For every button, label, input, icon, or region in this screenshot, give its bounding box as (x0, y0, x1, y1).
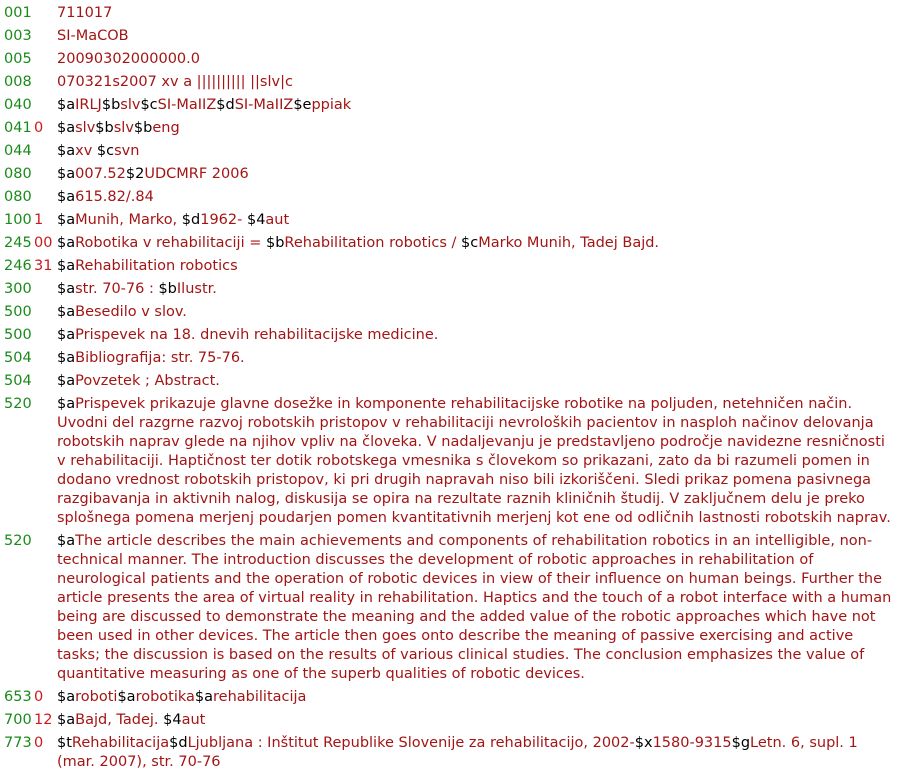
subfield-text: Bajd, Tadej. (75, 712, 164, 728)
subfield-code: $c (461, 235, 479, 251)
subfield-code: $b (265, 235, 285, 251)
subfield-code: $4 (246, 212, 266, 228)
field-tag: 003 (4, 28, 32, 44)
field-content (57, 395, 898, 528)
field-content (57, 73, 898, 92)
subfield-text: xv (75, 143, 97, 159)
subfield-text: IRLJ (75, 97, 102, 113)
subfield-text: str. 70-76 : (75, 281, 159, 297)
subfield-text: slv (75, 120, 96, 136)
subfield-code: $a (57, 258, 76, 274)
field-content (57, 372, 898, 391)
subfield-code: $d (216, 97, 235, 113)
field-content (57, 280, 898, 299)
field-content (57, 734, 898, 772)
field-tag: 041 (4, 120, 32, 136)
field-tag: 500 (4, 327, 32, 343)
field-content (57, 532, 898, 684)
subfield-code: $b (158, 281, 177, 297)
subfield-code: $a (57, 97, 76, 113)
field-content (57, 234, 898, 253)
subfield-code: $a (57, 235, 76, 251)
field-tag: 008 (4, 74, 32, 90)
subfield-code: $g (731, 735, 751, 751)
subfield-text: Prispevek na 18. dnevih rehabilitacijske medicine. (75, 327, 439, 343)
field-tag: 773 (4, 735, 32, 751)
subfield-code: $d (169, 735, 188, 751)
subfield-code: $d (181, 212, 201, 228)
subfield-code: $a (57, 189, 76, 205)
subfield-text: Povzetek ; Abstract. (75, 373, 220, 389)
subfield-code: $a (57, 166, 76, 182)
field-tag: 040 (4, 97, 32, 113)
subfield-code: $a (57, 373, 76, 389)
field-content (57, 257, 898, 276)
field-tag: 700 (4, 712, 32, 728)
field-tag: 500 (4, 304, 32, 320)
subfield-text: Rehabilitation robotics / (284, 235, 462, 251)
subfield-code: $a (57, 327, 76, 343)
field-indicators: 1 (34, 212, 44, 228)
field-content (57, 142, 898, 161)
subfield-code: $a (57, 212, 76, 228)
subfield-code: $a (194, 689, 214, 705)
subfield-code: $b (101, 97, 121, 113)
subfield-text: slv (113, 120, 134, 136)
subfield-code: $a (57, 712, 76, 728)
field-value: 20090302000000.0 (57, 51, 200, 67)
field-indicators: 0 (34, 689, 44, 705)
field-content (57, 303, 898, 322)
subfield-code: $x (634, 735, 653, 751)
subfield-code: $a (57, 120, 76, 136)
subfield-text: ppiak (311, 97, 352, 113)
subfield-text: rehabilitacija (213, 689, 307, 705)
field-tag: 005 (4, 51, 32, 67)
subfield-code: $a (57, 304, 76, 320)
subfield-code: $a (57, 689, 76, 705)
field-indicators: 0 (34, 735, 44, 751)
field-tag: 520 (4, 396, 32, 412)
subfield-text: SI-MaIIZ (234, 97, 294, 113)
subfield-code: $2 (125, 166, 145, 182)
subfield-text: UDCMRF 2006 (144, 166, 249, 182)
field-tag: 001 (4, 5, 32, 21)
field-content (57, 119, 898, 138)
subfield-code: $a (117, 689, 136, 705)
field-tag: 044 (4, 143, 32, 159)
field-content (57, 4, 898, 23)
field-indicators: 31 (34, 258, 53, 274)
field-tag: 100 (4, 212, 32, 228)
subfield-text: Marko Munih, Tadej Bajd. (478, 235, 660, 251)
subfield-text: Letn. 6, supl. 1 (mar. 2007), str. 70-76 (57, 735, 863, 770)
subfield-text: Munih, Marko, (75, 212, 182, 228)
subfield-text: Prispevek prikazuje glavne dosežke in komponente rehabilitacijske robotike na poljuden, netehničen način. Uvodni del razgrne razvoj robotskih pristopov v rehabilitaciji nevroloških pacientov in nasploh načinov delovanja robotskih naprav glede na njihov vpliv na človeka. V nadaljevanju je predstavljeno področje navidezne resničnosti v rehabilitaciji. Haptičnost ter dotik robotskega vmesnika s človekom so prikazani, zato da bi razumeli pomen in dodano vrednost robotskih pristopov, ki pri drugih napravah niso bili izkoriščeni. Sledi prikaz pomena pasivnega razgibavanja in aktivnih nalog, diskusija se opira na rezultate raznih kliničnih študij. V zaključnem delu je preko splošnega pomena merjenj poudarjen pomen kvantitativnih merjenj kot ene od odličnih lastnosti robotskih naprav. (57, 396, 891, 526)
field-indicators: 12 (34, 712, 53, 728)
subfield-text: aut (265, 212, 290, 228)
subfield-code: $4 (163, 712, 182, 728)
subfield-text: Besedilo v slov. (75, 304, 187, 320)
field-content (57, 27, 898, 46)
field-tag: 245 (4, 235, 32, 251)
field-tag: 504 (4, 350, 32, 366)
field-indicators: 00 (34, 235, 53, 251)
field-indicators: 0 (34, 120, 44, 136)
subfield-text: slv (120, 97, 141, 113)
subfield-text: SI-MaIIZ (157, 97, 217, 113)
field-tag: 246 (4, 258, 32, 274)
subfield-text: roboti (75, 689, 118, 705)
subfield-code: $c (96, 143, 115, 159)
subfield-text: Bibliografija: str. 75-76. (75, 350, 245, 366)
subfield-code: $a (57, 281, 76, 297)
subfield-code: $b (133, 120, 153, 136)
subfield-text: 007.52 (75, 166, 126, 182)
field-value: 711017 (57, 5, 113, 21)
subfield-text: The article describes the main achievements and components of rehabilitation robotics in an intelligible, non-technical manner. The introduction discusses the development of robotic approaches in rehabilitation of neurological patients and the operation of robotic devices in view of their influence on human beings. Further the article presents the area of virtual reality in rehabilitation. Haptics and the touch of a robot interface with a human being are discussed to demonstrate the meaning and the added value of the robotic approaches which have not been used in other devices. The article then goes onto describe the meaning of passive exercising and active tasks; the discussion is based on the results of various clinical studies. The conclusion emphasizes the value of quantitative measuring as one of the superb qualities of robotic devices. (57, 533, 896, 682)
field-tag: 300 (4, 281, 32, 297)
field-tag: 653 (4, 689, 32, 705)
subfield-text: 615.82/.84 (75, 189, 154, 205)
subfield-text: Rehabilitation robotics (75, 258, 238, 274)
subfield-text: Ljubljana : Inštitut Republike Slovenije za rehabilitacijo, 2002- (187, 735, 635, 751)
field-content (57, 211, 898, 230)
field-content (57, 188, 898, 207)
field-tag: 080 (4, 189, 32, 205)
field-content (57, 711, 898, 730)
field-content (57, 50, 898, 69)
field-tag: 080 (4, 166, 32, 182)
field-tag: 520 (4, 533, 32, 549)
subfield-text: svn (114, 143, 140, 159)
subfield-code: $a (57, 533, 76, 549)
subfield-text: aut (181, 712, 206, 728)
subfield-code: $t (57, 735, 72, 751)
subfield-text: Rehabilitacija (71, 735, 170, 751)
subfield-code: $a (57, 350, 76, 366)
subfield-text: 1962- (200, 212, 247, 228)
field-content (57, 349, 898, 368)
subfield-code: $a (57, 396, 76, 412)
subfield-code: $c (140, 97, 158, 113)
subfield-text: eng (152, 120, 180, 136)
subfield-text: robotika (135, 689, 195, 705)
subfield-code: $a (57, 143, 76, 159)
field-content (57, 688, 898, 707)
field-value: 070321s2007 xv a |||||||||| ||slv|c (57, 74, 293, 90)
subfield-text: 1580-9315 (652, 735, 732, 751)
subfield-code: $e (293, 97, 312, 113)
subfield-text: Robotika v rehabilitaciji = (75, 235, 266, 251)
subfield-text: Ilustr. (176, 281, 217, 297)
field-content (57, 165, 898, 184)
field-tag: 504 (4, 373, 32, 389)
field-value: SI-MaCOB (57, 28, 129, 44)
field-content (57, 96, 898, 115)
subfield-code: $b (95, 120, 114, 136)
field-content (57, 326, 898, 345)
